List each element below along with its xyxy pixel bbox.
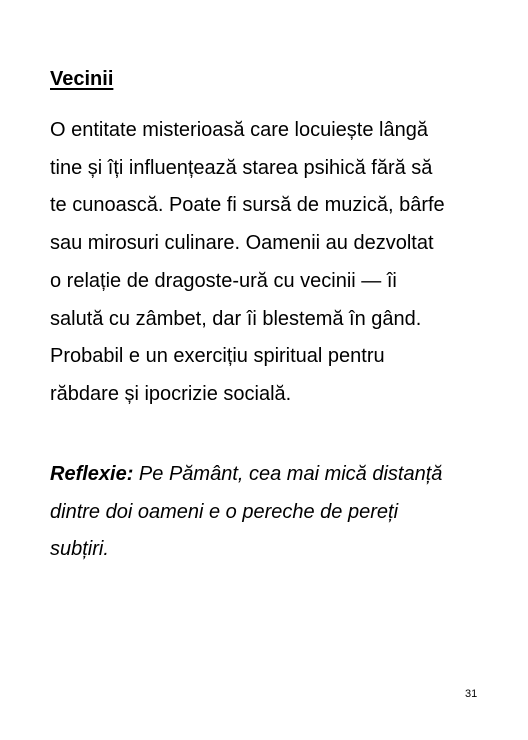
reflection-line: [50, 456, 500, 494]
page-number: 31: [465, 688, 478, 700]
paragraph-line: tine și îți influențează starea psihică fără să: [50, 156, 433, 179]
paragraph-line: salută cu zâmbet, dar îi blestemă în gând.: [50, 307, 422, 330]
paragraph-line: Probabil e un exercițiu spiritual pentru: [50, 345, 385, 368]
reflection-line: subțiri.: [50, 538, 109, 561]
reflection-text: Pe Pământ, cea mai mică distanță: [133, 463, 443, 485]
reflection-paragraph: [50, 456, 500, 569]
reflection-label: Reflexie:: [50, 463, 134, 485]
paragraph-line: O entitate misterioasă care locuiește lângă: [50, 119, 428, 141]
paragraph-line: te cunoască. Poate fi sursă de muzică, bârfe: [50, 194, 445, 217]
paragraph-line: sau mirosuri culinare. Oamenii au dezvoltat: [50, 232, 434, 255]
paragraph-line: o relație de dragoste-ură cu vecinii — îi: [50, 269, 397, 292]
body-paragraph: [50, 112, 500, 414]
reflection-line: dintre doi oameni e o pereche de pereți: [50, 500, 399, 523]
paragraph-line: răbdare și ipocrizie socială.: [50, 382, 292, 405]
section-heading: Vecinii: [50, 68, 114, 90]
